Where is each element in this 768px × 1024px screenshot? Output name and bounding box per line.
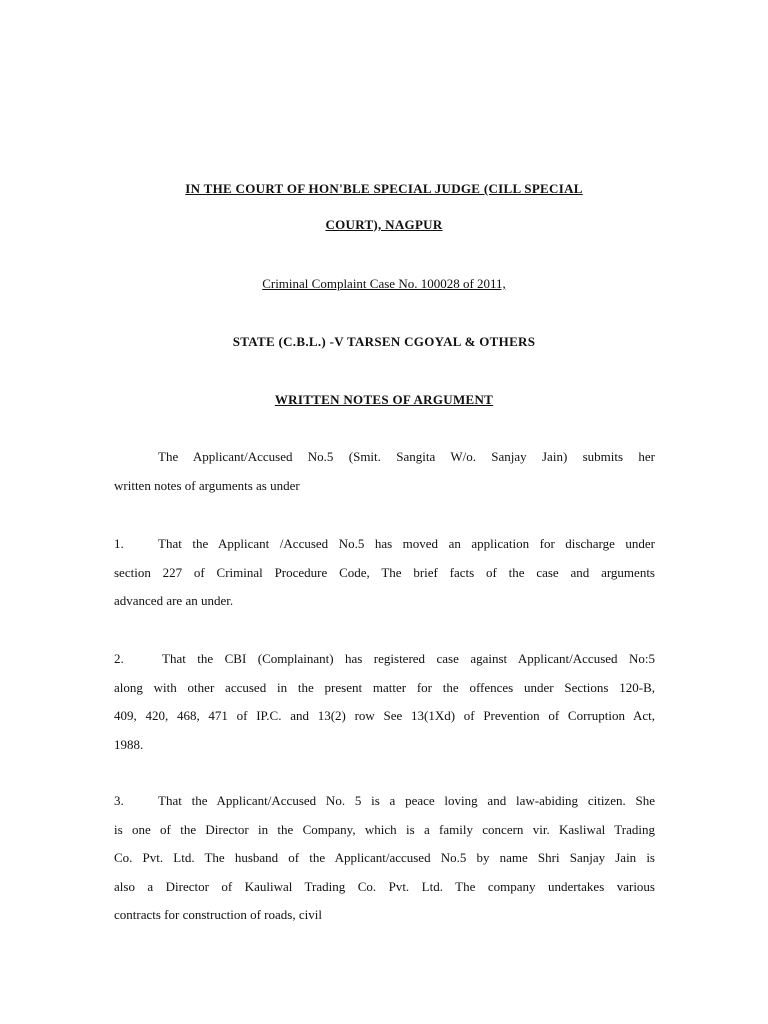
paragraph-number: 2. bbox=[114, 651, 124, 666]
court-heading-line-2: COURT), NAGPUR bbox=[325, 217, 443, 232]
paragraph-3 bbox=[114, 787, 655, 930]
paragraph-number: 1. bbox=[114, 536, 124, 551]
court-heading-line-1: IN THE COURT OF HON'BLE SPECIAL JUDGE (CILL SPECIAL bbox=[185, 181, 583, 196]
intro-paragraph bbox=[114, 443, 655, 500]
paragraph-number: 3. bbox=[114, 793, 124, 808]
intro-line-2: written notes of arguments as under bbox=[114, 477, 300, 493]
paragraph-line: 1988. bbox=[114, 736, 144, 752]
parties-line: STATE (C.B.L.) -V TARSEN CGOYAL & OTHERS bbox=[232, 334, 536, 349]
paragraph-line: That the Applicant /Accused No.5 has moved an application for discharge under bbox=[158, 536, 655, 551]
paragraph-1 bbox=[114, 530, 655, 616]
document-title: WRITTEN NOTES OF ARGUMENT bbox=[274, 392, 494, 407]
case-number: Criminal Complaint Case No. 100028 of 2011, bbox=[262, 276, 506, 291]
paragraph-line: also a Director of Kauliwal Trading Co. Pvt. Ltd. The company undertakes various bbox=[114, 878, 655, 894]
paragraph-line: 409, 420, 468, 471 of IP.C. and 13(2) row See 13(1Xd) of Prevention of Corruption Act, bbox=[114, 708, 655, 723]
paragraph-line: contracts for construction of roads, civil bbox=[114, 907, 322, 922]
paragraph-line: along with other accused in the present matter for the offences under Sections 120-B, bbox=[114, 679, 655, 695]
intro-line-1: The Applicant/Accused No.5 (Smit. Sangita W/o. Sanjay Jain) submits her bbox=[158, 449, 655, 464]
paragraph-line: section 227 of Criminal Procedure Code, The brief facts of the case and arguments bbox=[114, 564, 655, 580]
paragraph-line: That the Applicant/Accused No. 5 is a peace loving and law-abiding citizen. She bbox=[158, 793, 655, 808]
paragraph-line: advanced are an under. bbox=[114, 593, 234, 608]
paragraph-2 bbox=[114, 645, 655, 759]
paragraph-line: That the CBI (Complainant) has registered case against Applicant/Accused No:5 bbox=[162, 651, 655, 666]
paragraph-line: is one of the Director in the Company, which is a family concern vir. Kasliwal Trading bbox=[114, 821, 655, 837]
paragraph-line: Co. Pvt. Ltd. The husband of the Applicant/accused No.5 by name Shri Sanjay Jain is bbox=[114, 850, 655, 865]
